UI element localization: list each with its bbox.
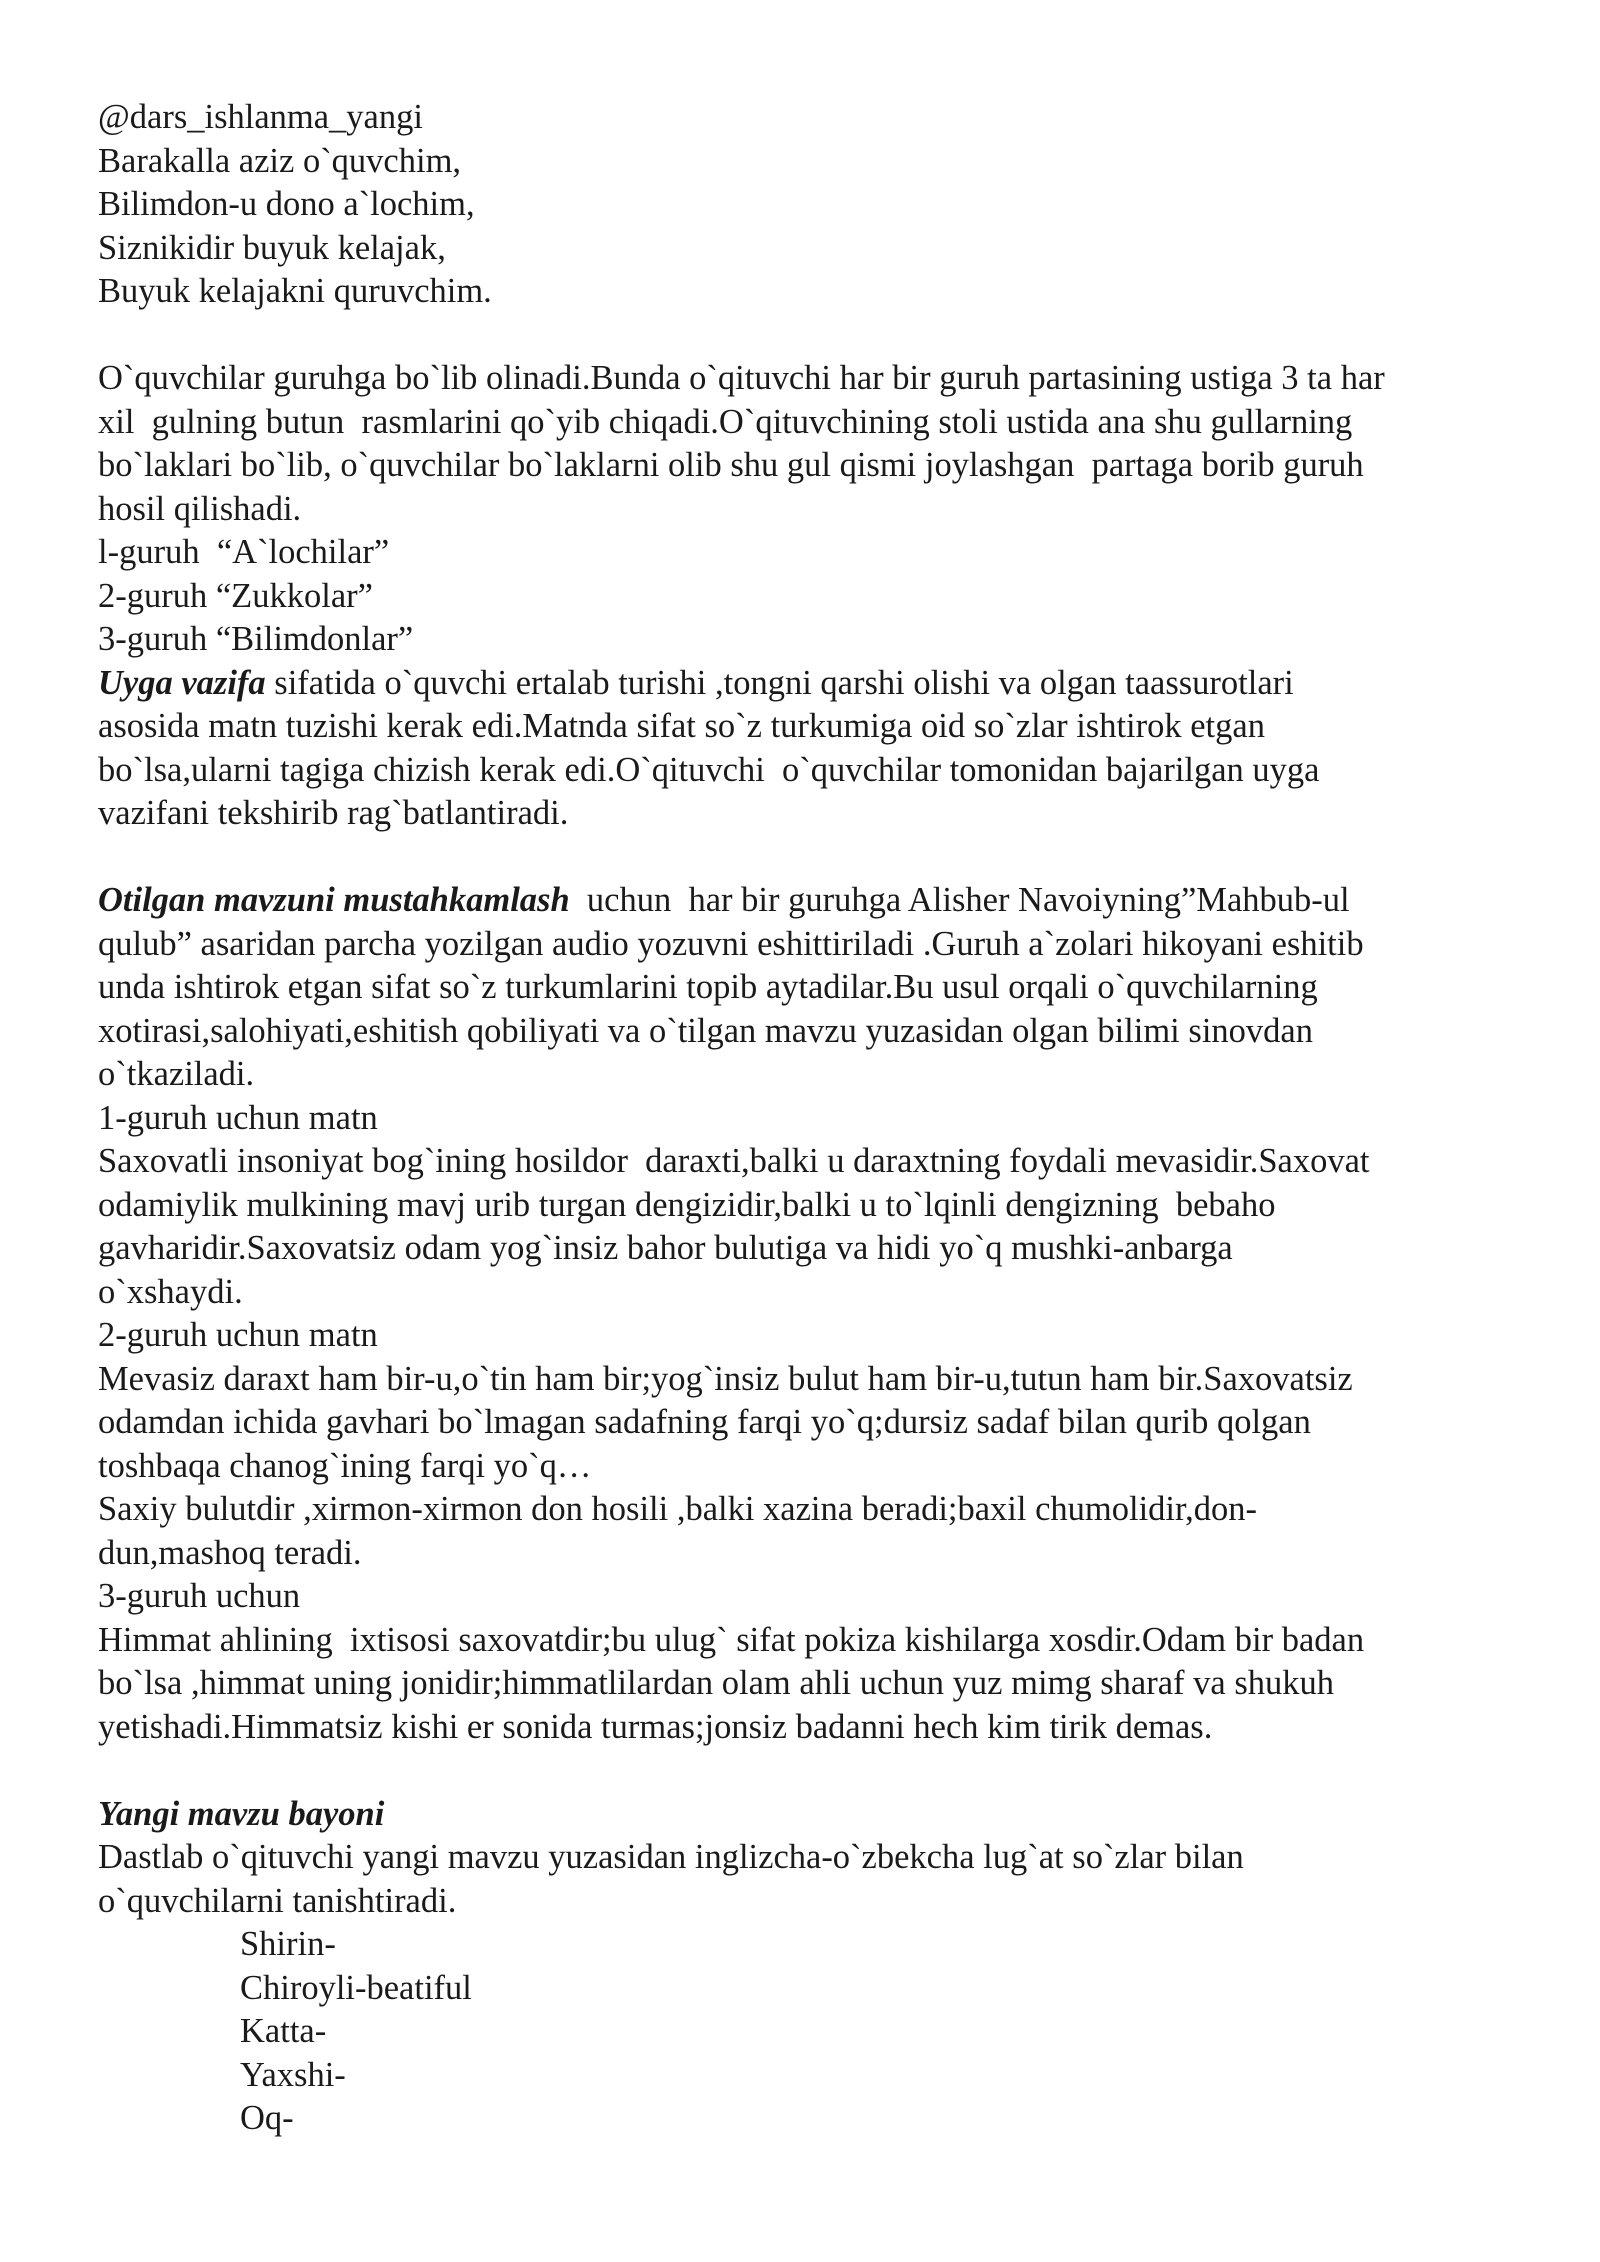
vocabulary-list (98, 1923, 1538, 2141)
paragraph-line: bo`lsa ,himmat uning jonidir;himmatlilardan olam ahli uchun yuz mimg sharaf va shukuh (98, 1664, 1335, 1702)
paragraph-line: odamiylik mulkining mavj urib turgan dengizidir,balki u to`lqinli dengizning bebaho (98, 1185, 1276, 1224)
groups-intro-paragraph (98, 357, 1538, 531)
homework-paragraph (98, 662, 1538, 836)
group-text-title: 1-guruh uchun matn (98, 1098, 378, 1137)
new-topic-section (98, 1793, 1538, 2141)
paragraph-line: Dastlab o`qituvchi yangi mavzu yuzasidan inglizcha-o`zbekcha lug`at so`zlar bilan (98, 1838, 1244, 1876)
paragraph-line: odamdan ichida gavhari bo`lmagan sadafning farqi yo`q;dursiz sadaf bilan qurib qolgan (98, 1403, 1311, 1441)
group-1-text (98, 1097, 1538, 1315)
paragraph-line (98, 879, 1538, 923)
paragraph-line: unda ishtirok etgan sifat so`z turkumlarini topib aytadilar.Bu usul orqali o`quvchilarning (98, 968, 1318, 1006)
paragraph-line: qulub” asaridan parcha yozilgan audio yozuvni eshittiriladi .Guruh a`zolari hikoyani eshitib (98, 924, 1364, 963)
paragraph-line: bo`lsa,ularni tagiga chizish kerak edi.O`qituvchi o`quvchilar tomonidan bajarilgan uyga (98, 750, 1320, 789)
group-text-title: 3-guruh uchun (98, 1577, 301, 1615)
homework-label: Uyga vazifa (98, 663, 266, 702)
paragraph-line: Saxovatli insoniyat bog`ining hosildor daraxti,balki u daraxtning foydali mevasidir.Saxovat (98, 1142, 1370, 1180)
paragraph-line: Saxiy bulutdir ,xirmon-xirmon don hosili ,balki xazina beradi;baxil chumolidir,don- (98, 1490, 1257, 1528)
blank-line (98, 1749, 1538, 1793)
paragraph-line: dun,mashoq teradi. (98, 1533, 362, 1572)
vocabulary-item: Oq- (240, 2099, 294, 2137)
paragraph-line: toshbaqa chanog`ining farqi yo`q… (98, 1446, 592, 1485)
paragraph-line: bo`laklari bo`lib, o`quvchilar bo`laklarni olib shu gul qismi joylashgan partaga borib guruh (98, 446, 1364, 484)
new-topic-heading: Yangi mavzu bayoni (98, 1794, 385, 1833)
group-2-text (98, 1314, 1538, 1575)
paragraph-line: hosil qilishadi. (98, 489, 302, 528)
poem-line: Buyuk kelajakni quruvchim. (98, 272, 492, 310)
vocabulary-item: Yaxshi- (240, 2055, 346, 2094)
paragraph-line: yetishadi.Himmatsiz kishi er sonida turmas;jonsiz badanni hech kim tirik demas. (98, 1707, 1213, 1746)
document-page (98, 96, 1538, 2141)
paragraph-line: xil gulning butun rasmlarini qo`yib chiqadi.O`qituvchining stoli ustida ana shu gullarning (98, 402, 1353, 441)
paragraph-line (98, 662, 1538, 706)
homework-first-line: sifatida o`quvchi ertalab turishi ,tongni qarshi olishi va olgan taassurotlari (265, 663, 1294, 702)
blank-line (98, 836, 1538, 880)
poem-line: Barakalla aziz o`quvchim, (98, 141, 462, 180)
group-item: l-guruh “A`lochilar” (98, 533, 390, 571)
channel-handle: @dars_ishlanma_yangi (98, 98, 423, 136)
paragraph-line: Himmat ahlining ixtisosi saxovatdir;bu ulug` sifat pokiza kishilarga xosdir.Odam bir badan (98, 1620, 1365, 1659)
group-3-text (98, 1575, 1538, 1749)
paragraph-line: gavharidir.Saxovatsiz odam yog`insiz bahor bulutiga va hidi yo`q mushki-anbarga (98, 1229, 1233, 1267)
poem (98, 140, 1538, 314)
paragraph-line: o`tkaziladi. (98, 1055, 255, 1093)
paragraph-line: o`quvchilarni tanishtiradi. (98, 1881, 457, 1920)
group-item: 3-guruh “Bilimdonlar” (98, 620, 414, 658)
vocabulary-item: Chiroyli-beatiful (240, 1968, 472, 2007)
vocabulary-item: Katta- (240, 2012, 327, 2050)
paragraph-line: xotirasi,salohiyati,eshitish qobiliyati va o`tilgan mavzu yuzasidan olgan bilimi sinovdan (98, 1011, 1313, 1050)
paragraph-line: vazifani tekshirib rag`batlantiradi. (98, 794, 569, 832)
paragraph-line: o`xshaydi. (98, 1272, 243, 1311)
group-list (98, 531, 1538, 662)
review-first-line: uchun har bir guruhga Alisher Navoiyning”Mahbub-ul (569, 881, 1350, 919)
review-paragraph (98, 879, 1538, 1097)
poem-line: Siznikidir buyuk kelajak, (98, 228, 446, 267)
group-item: 2-guruh “Zukkolar” (98, 576, 373, 615)
poem-line: Bilimdon-u dono a`lochim, (98, 185, 475, 223)
paragraph-line: O`quvchilar guruhga bo`lib olinadi.Bunda o`qituvchi har bir guruh partasining ustiga 3 ta har (98, 359, 1385, 397)
paragraph-line: Mevasiz daraxt ham bir-u,o`tin ham bir;yog`insiz bulut ham bir-u,tutun ham bir.Saxovatsiz (98, 1359, 1353, 1398)
blank-line (98, 314, 1538, 358)
paragraph-line: asosida matn tuzishi kerak edi.Matnda sifat so`z turkumiga oid so`zlar ishtirok etgan (98, 707, 1265, 745)
review-label: Otilgan mavzuni mustahkamlash (98, 881, 570, 919)
vocabulary-item: Shirin- (240, 1925, 336, 1963)
group-text-title: 2-guruh uchun matn (98, 1316, 378, 1354)
